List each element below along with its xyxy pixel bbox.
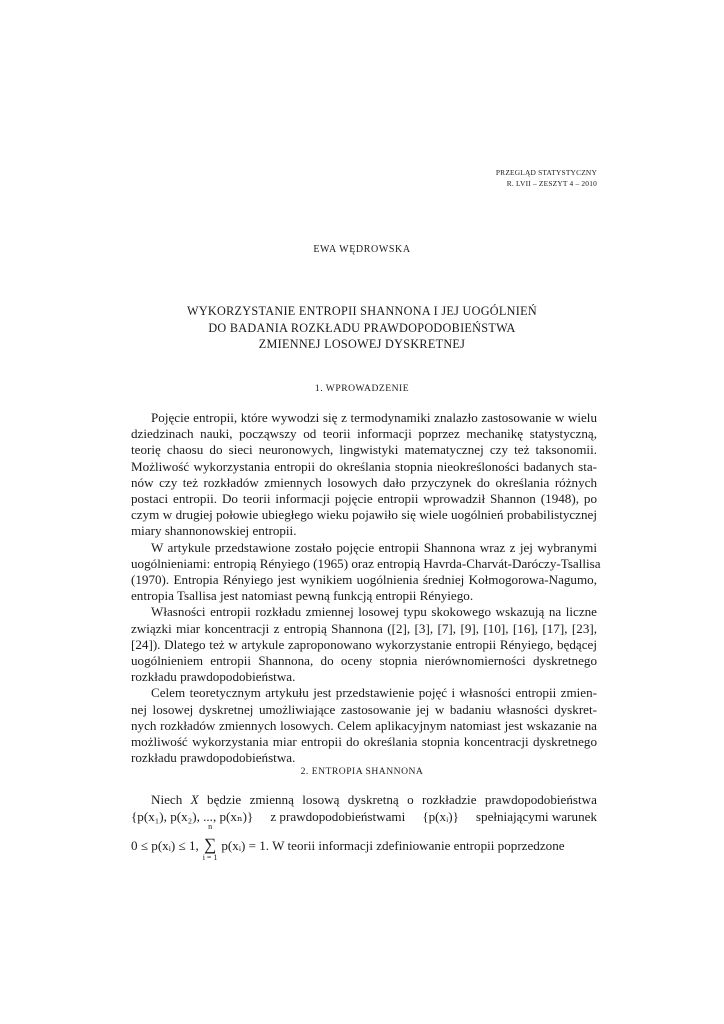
text-line: nej losowej dyskretnej umożliwiające zastosowanie jej w badaniu własności dyskret-	[131, 701, 597, 717]
text-line: rozkładu prawdopodobieństwa.	[131, 750, 296, 766]
text-line: miary shannonowskiej entropii.	[131, 523, 297, 539]
text-line: uogólnieniami: entropią Rényiego (1965) oraz entropią Havrda-Charvát-Daróczy-Tsallisa	[131, 555, 601, 571]
word: o	[407, 792, 414, 807]
text-line: związki miar koncentracji z entropią Shannona ([2], [3], [7], [9], [10], [16], [17], [23],	[131, 620, 597, 636]
title-line-2: DO BADANIA ROZKŁADU PRAWDOPODOBIEŃSTWA	[208, 320, 516, 335]
text-line: teorię chaosu do sieci neuronowych, lingwistyki matematycznej czy też taksonomii.	[131, 442, 597, 458]
title-line-3: ZMIENNEJ LOSOWEJ DYSKRETNEJ	[258, 337, 466, 351]
word: losową	[302, 792, 340, 807]
author-name: EWA WĘDROWSKA	[313, 244, 411, 255]
line-3-text: W teorii informacji zdefiniowanie entropii poprzedzone	[272, 838, 565, 853]
summation	[202, 822, 218, 862]
journal-header	[496, 167, 597, 189]
text-line: Pojęcie entropii, które wywodzi się z termodynamiki znalazło zastosowanie w wielu	[151, 410, 597, 425]
text-line: nów czy też rozkładów zmiennych losowych dało przyczynek do określania różnych	[131, 474, 597, 490]
text-line: nych rozkładów zmiennych losowych. Celem aplikacyjnym natomiast jest wskazanie na	[131, 717, 597, 733]
probability-set-i: {p(xᵢ)}	[422, 809, 459, 825]
paragraph	[131, 685, 597, 766]
text-line: uogólnieniem entropii Shannona, do oceny stopnia nierównomierności dyskretnego	[131, 653, 597, 669]
journal-name: PRZEGLĄD STATYSTYCZNY	[495, 168, 597, 177]
word: prawdopodobieństwa	[484, 792, 597, 807]
text-line: dziedzinach nauki, począwszy od teorii informacji poprzez mechanikę statystyczną,	[131, 426, 597, 442]
section-2-body	[131, 792, 597, 825]
inequality: 0 ≤ p(xᵢ) ≤ 1,	[131, 838, 199, 853]
sum-upper-limit: n	[208, 822, 213, 831]
word: X	[190, 792, 199, 807]
text-line: (1970). Entropia Rényiego jest wynikiem uogólnienia średniej Kołmogorowa-Nagumo,	[131, 572, 597, 588]
section-1-body	[131, 410, 601, 766]
paragraph	[131, 604, 597, 685]
line-2-middle: z prawdopodobieństwami	[270, 809, 406, 825]
section-1-heading: 1. WPROWADZENIE	[314, 383, 410, 394]
text-line: Celem teoretycznym artykułu jest przedstawienie pojęć i własności entropii zmien-	[151, 685, 597, 701]
section-2-line-2	[131, 809, 597, 825]
text-line: rozkładu prawdopodobieństwa.	[131, 669, 296, 685]
section-2-line-3	[131, 822, 597, 862]
text-line: entropia Tsallisa jest natomiast pewną funkcją entropii Rényiego.	[131, 588, 474, 604]
text-line: postaci entropii. Do teorii informacji pojęcie entropii wprowadził Shannon (1948), po	[131, 491, 597, 507]
line-2-end: spełniającymi warunek	[475, 809, 597, 825]
title-line-1: WYKORZYSTANIE ENTROPII SHANNONA I JEJ UOGÓLNIEŃ	[187, 304, 537, 318]
paragraph	[131, 410, 597, 540]
text-line: możliwość wykorzystania miar entropii do określania stopnia koncentracji dyskretnego	[131, 734, 597, 750]
text-line: [24]). Dlatego też w artykule zaproponowano wykorzystanie entropii Rényiego, będącej	[131, 636, 597, 652]
text-line: czym w drugiej połowie ubiegłego wieku pojawiło się wiele uogólnień probabilistycznej	[131, 507, 597, 523]
paragraph	[131, 539, 601, 605]
text-line: Możliwość wykorzystania entropii do określania stopnia nieokreśloności badanych sta-	[131, 458, 597, 474]
section-2-heading: 2. ENTROPIA SHANNONA	[300, 766, 424, 777]
text-line: Własności entropii rozkładu zmiennej losowej typu skokowego wskazują na liczne	[151, 604, 597, 620]
sum-lower-limit: i = 1	[202, 853, 218, 862]
section-2-line-1	[131, 792, 597, 808]
word: rozkładzie	[421, 792, 477, 807]
word: będzie	[207, 792, 242, 807]
probability-set: {p(x₁), p(x₂), ..., p(xₙ)}	[131, 809, 254, 825]
journal-issue: R. LVII – ZESZYT 4 – 2010	[506, 179, 597, 188]
word: Niech	[151, 792, 183, 807]
sum-equation: p(xᵢ) = 1.	[221, 838, 270, 853]
sigma-symbol: ∑	[204, 835, 217, 854]
article-title	[0, 303, 724, 353]
word: dyskretną	[347, 792, 399, 807]
text-line: W artykule przedstawione zostało pojęcie entropii Shannona wraz z jej wybranymi	[151, 539, 597, 555]
word: zmienną	[249, 792, 294, 807]
